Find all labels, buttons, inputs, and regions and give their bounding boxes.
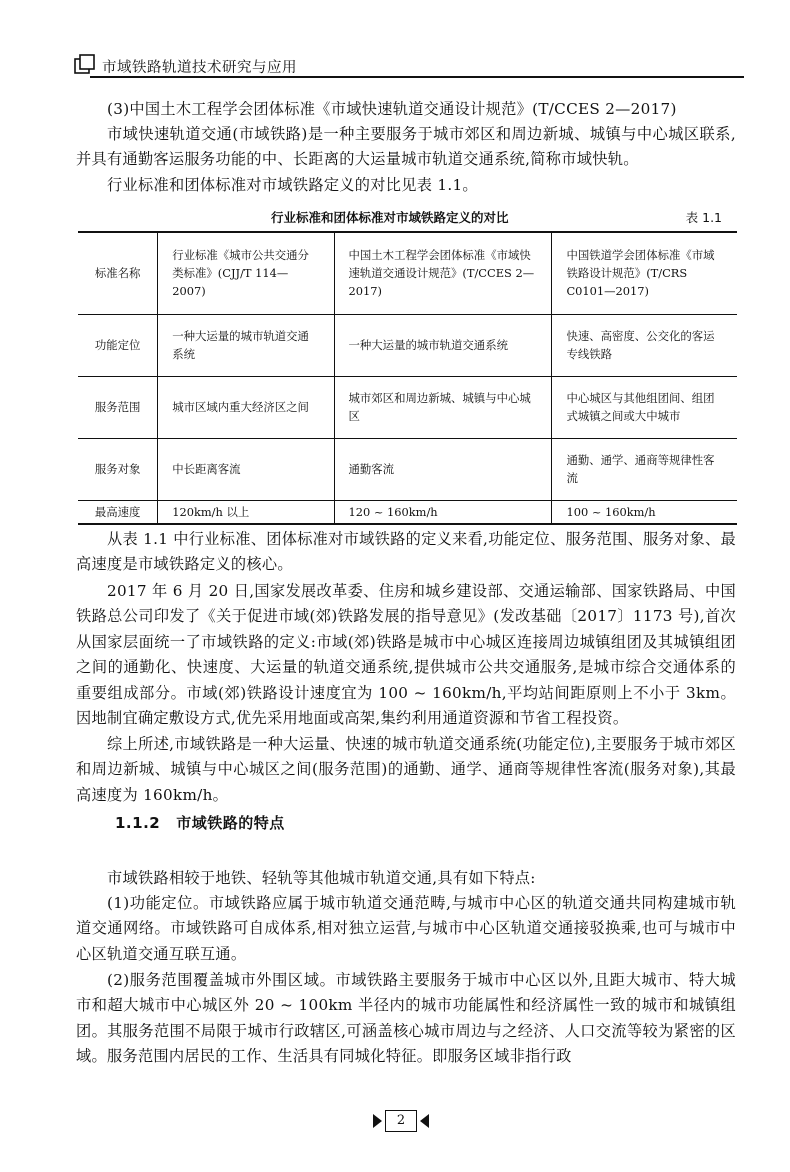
table-caption [76,206,736,226]
section-title: 市域铁路的特点 [176,814,285,832]
running-header [74,52,744,78]
table-cell: 城市区域内重大经济区之间 [158,376,334,438]
table-cell: 快速、高密度、公交化的客运专线铁路 [552,314,737,376]
page-arrow-right-icon [420,1114,429,1128]
table-cell: 城市郊区和周边新城、城镇与中心城区 [334,376,552,438]
table-cell: 120 ~ 160km/h [334,500,552,524]
comparison-table [78,231,737,525]
row-label: 功能定位 [78,314,158,376]
table-row [78,314,737,376]
table-number: 表 1.1 [685,210,722,225]
table-cell: 通勤、通学、通商等规律性客流 [552,438,737,500]
section-heading [115,812,285,833]
page-number: 2 [385,1110,417,1132]
table-cell: 中国土木工程学会团体标准《市域快速轨道交通设计规范》(T/CCES 2—2017) [334,232,552,314]
paragraph-definition: 市域快速轨道交通(市域铁路)是一种主要服务于城市郊区和周边新城、城镇与中心城区联系,并具有通勤客运服务功能的中、长距离的大运量城市轨道交通系统,简称市域快轨。 [76,125,736,169]
section-number: 1.1.2 [115,814,161,832]
book-corner-icon [74,54,96,76]
row-label: 最高速度 [78,500,158,524]
row-label: 服务范围 [78,376,158,438]
table-row [78,500,737,524]
table-cell: 100 ~ 160km/h [552,500,737,524]
header-title: 市域铁路轨道技术研究与应用 [102,60,297,76]
table-cell: 行业标准《城市公共交通分类标准》(CJJ/T 114—2007) [158,232,334,314]
paragraph-table-analysis: 从表 1.1 中行业标准、团体标准对市域铁路的定义来看,功能定位、服务范围、服务对象、最高速度是市域铁路定义的核心。 [76,530,736,574]
table-cell: 120km/h 以上 [158,500,334,524]
table-row [78,438,737,500]
paragraph-features-intro: 市域铁路相较于地铁、轻轨等其他城市轨道交通,具有如下特点: [107,869,536,887]
paragraph-policy: 2017 年 6 月 20 日,国家发展改革委、住房和城乡建设部、交通运输部、国家铁路局、中国铁路总公司印发了《关于促进市域(郊)铁路发展的指导意见》(发改基础〔2017〕1173 号),首次从国家层面统一了市域铁路的定义:市域(郊)铁路是城市中心城区连接周边城镇组团及其城镇组团之间的通勤化、快速度、大运量的轨道交通系统,提供城市公共交通服务,是城市综合交通体系的重要组成部分。市域(郊)铁路设计速度宜为 100 ~ 160km/h,平均站间距原则上不小于 3km。因地制宜确定敷设方式,优先采用地面或高架,集约利用通道资源和节省工程投资。 [76,582,736,728]
table-cell: 中长距离客流 [158,438,334,500]
table-row [78,232,737,314]
page-footer [0,1107,790,1137]
table-cell: 通勤客流 [334,438,552,500]
paragraph-table-intro: 行业标准和团体标准对市域铁路定义的对比见表 1.1。 [107,176,478,194]
paragraph-summary: 综上所述,市域铁路是一种大运量、快速的城市轨道交通系统(功能定位),主要服务于城市郊区和周边新城、城镇与中心城区之间(服务范围)的通勤、通学、通商等规律性客流(服务对象),其最高速度为 160km/h。 [76,735,736,804]
table-cell: 中心城区与其他组团间、组团式城镇之间或大中城市 [552,376,737,438]
table-cell: 一种大运量的城市轨道交通系统 [334,314,552,376]
table-row [78,376,737,438]
page-arrow-left-icon [373,1114,382,1128]
header-rule [90,76,744,78]
table-cell: 一种大运量的城市轨道交通系统 [158,314,334,376]
table-title: 行业标准和团体标准对市域铁路定义的对比 [271,210,509,225]
row-label: 服务对象 [78,438,158,500]
paragraph-standard-3: (3)中国土木工程学会团体标准《市域快速轨道交通设计规范》(T/CCES 2—2017) [107,100,677,118]
row-label: 标准名称 [78,232,158,314]
table-cell: 中国铁道学会团体标准《市域铁路设计规范》(T/CRS C0101—2017) [552,232,737,314]
paragraph-feature-1: (1)功能定位。市域铁路应属于城市轨道交通范畴,与城市中心区的轨道交通共同构建城市轨道交通网络。市域铁路可自成体系,相对独立运营,与城市中心区轨道交通接驳换乘,也可与城市中心区轨道交通互联互通。 [76,894,736,963]
paragraph-feature-2: (2)服务范围覆盖城市外围区域。市域铁路主要服务于城市中心区以外,且距大城市、特大城市和超大城市中心城区外 20 ~ 100km 半径内的城市功能属性和经济属性一致的城市和城镇组团。其服务范围不局限于城市行政辖区,可涵盖核心城市周边与之经济、人口交流等较为紧密的区域。服务范围内居民的工作、生活具有同城化特征。即服务区域非指行政 [76,971,736,1066]
